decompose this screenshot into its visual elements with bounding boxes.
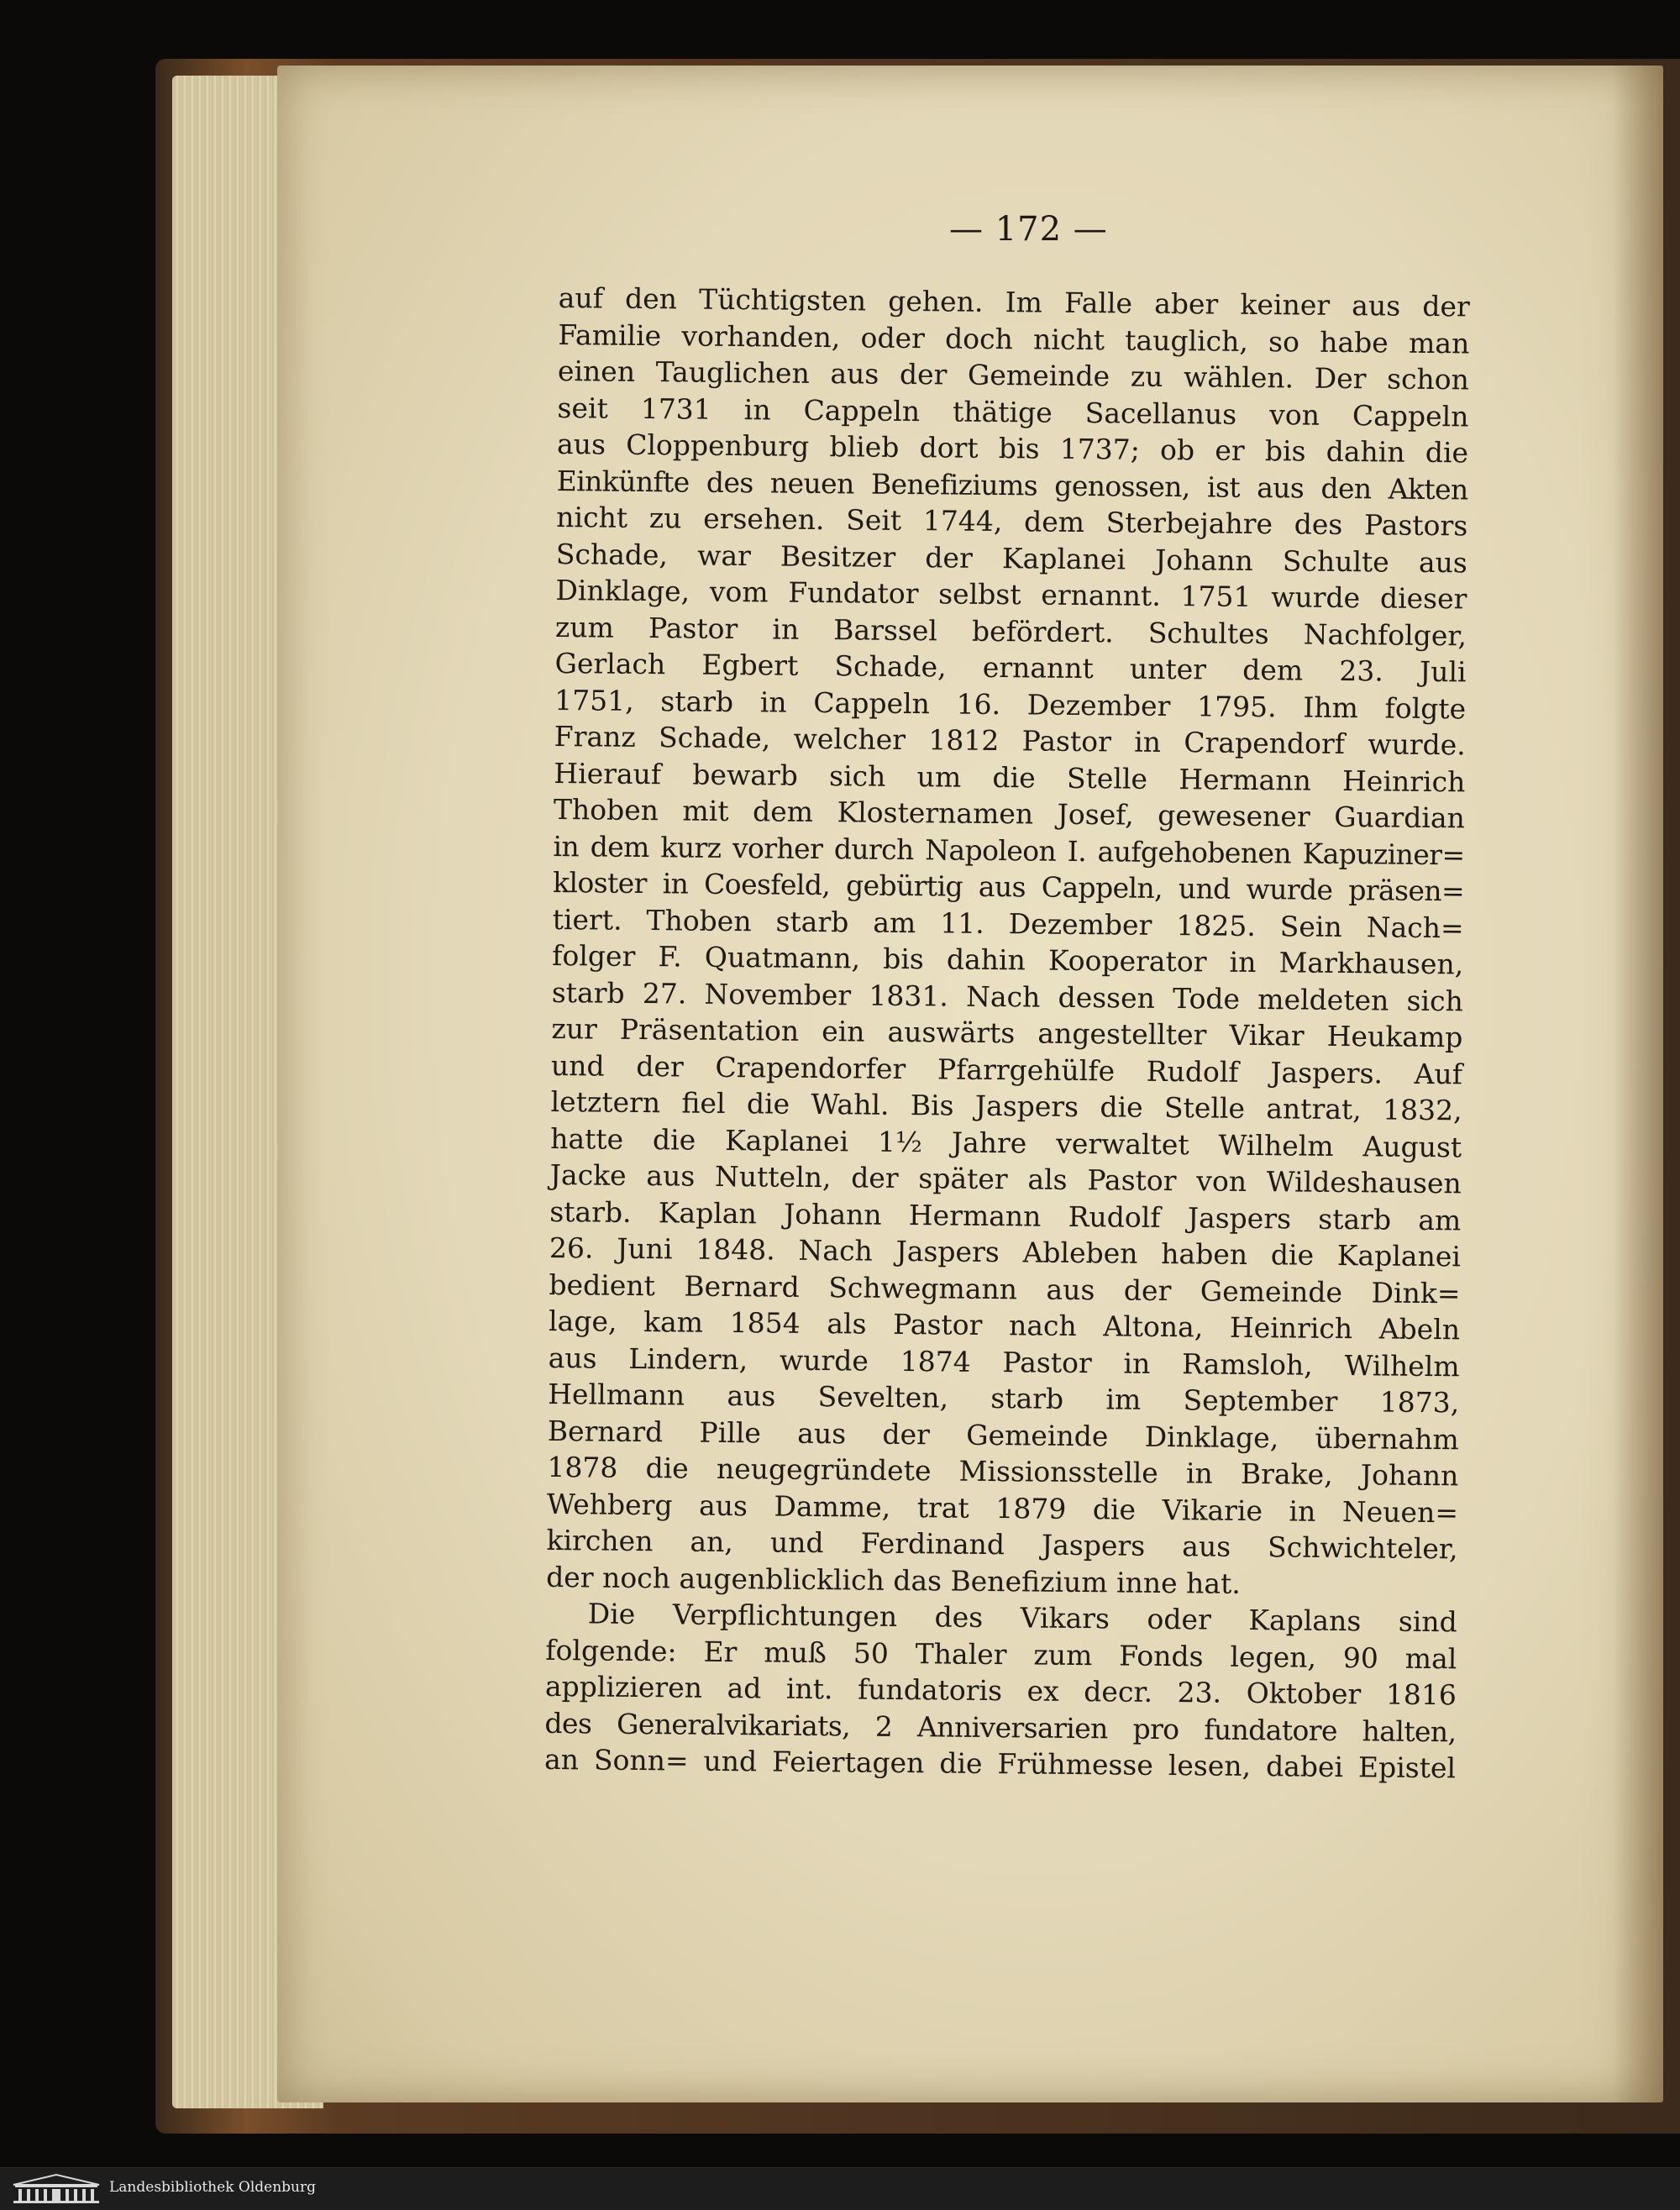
text-line: starb. Kaplan Johann Hermann Rudolf Jaspers starb am <box>549 1194 1462 1236</box>
page-text <box>544 280 1470 1787</box>
text-line: Einkünfte des neuen Benefiziums genossen, ist aus den Akten <box>556 464 1468 506</box>
text-line: seit 1731 in Cappeln thätige Sacellanus von Cappeln <box>557 391 1469 433</box>
text-line: Thoben mit dem Klosternamen Josef, gewesener Guardian <box>553 792 1466 835</box>
text-line: letztern fiel die Wahl. Bis Jaspers die Stelle antrat, 1832, <box>550 1084 1462 1127</box>
text-line: Franz Schade, welcher 1812 Pastor in Crapendorf wurde. <box>554 719 1466 762</box>
text-line: applizieren ad int. fundatoris ex decr. 23. Oktober 1816 <box>544 1669 1457 1712</box>
text-line: auf den Tüchtigsten gehen. Im Falle aber keiner aus der <box>558 281 1470 323</box>
text-line: Gerlach Egbert Schade, ernannt unter dem 23. Juli <box>554 646 1467 689</box>
library-name: Landesbibliothek Oldenburg <box>109 2179 317 2196</box>
text-line: an Sonn= und Feiertagen die Frühmesse lesen, dabei Epistel <box>543 1742 1457 1785</box>
text-line: aus Lindern, wurde 1874 Pastor in Ramsloh, Wilhelm <box>548 1341 1460 1383</box>
text-line: nicht zu ersehen. Seit 1744, dem Sterbejahre des Pastors <box>556 500 1468 543</box>
text-line: 1878 die neugegründete Missionsstelle in Brake, Johann <box>547 1450 1459 1493</box>
text-line: der noch augenblicklich das Benefizium inne hat. <box>545 1560 1242 1600</box>
text-line: folgende: Er muß 50 Thaler zum Fonds legen, 90 mal <box>545 1633 1457 1675</box>
text-line: zur Präsentation ein auswärts angestellter Vikar Heukamp <box>551 1011 1463 1054</box>
viewer-footer <box>0 2167 1680 2210</box>
page-gutter-shadow <box>1613 66 1663 2102</box>
text-line: Schade, war Besitzer der Kaplanei Johann Schulte aus <box>555 537 1468 579</box>
text-line: zum Pastor in Barssel befördert. Schultes Nachfolger, <box>554 610 1467 652</box>
text-line: folger F. Quatmann, bis dahin Kooperator in Markhausen, <box>552 938 1464 981</box>
text-line: Familie vorhanden, oder doch nicht tauglich, so habe man <box>558 318 1470 360</box>
text-line: hatte die Kaplanei 1½ Jahre verwaltet Wilhelm August <box>550 1121 1462 1163</box>
page-number: — 172 — <box>949 210 1108 249</box>
library-building-icon <box>10 2173 102 2205</box>
text-line: und der Crapendorfer Pfarrgehülfe Rudolf Jaspers. Auf <box>550 1048 1463 1090</box>
text-line: in dem kurz vorher durch Napoleon I. aufgehobenen Kapuziner= <box>553 829 1465 871</box>
text-line: Bernard Pille aus der Gemeinde Dinklage, übernahm <box>547 1414 1459 1456</box>
text-line: Jacke aus Nutteln, der später als Pastor von Wildeshausen <box>549 1157 1462 1200</box>
text-line: des Generalvikariats, 2 Anniversarien pro fundatore halten, <box>544 1706 1457 1748</box>
text-line: kloster in Coesfeld, gebürtig aus Cappeln, und wurde präsen= <box>552 865 1465 908</box>
text-line: starb 27. November 1831. Nach dessen Tode meldeten sich <box>551 975 1463 1017</box>
text-line: 1751, starb in Cappeln 16. Dezember 1795. Ihm folgte <box>554 683 1467 725</box>
text-line: Hierauf bewarb sich um die Stelle Hermann Heinrich <box>554 756 1466 798</box>
text-line: einen Tauglichen aus der Gemeinde zu wählen. Der schon <box>557 354 1470 396</box>
text-line: Hellmann aus Sevelten, starb im September 1873, <box>548 1377 1460 1420</box>
text-line: 26. Juni 1848. Nach Jaspers Ableben haben die Kaplanei <box>549 1231 1462 1273</box>
text-line: lage, kam 1854 als Pastor nach Altona, Heinrich Abeln <box>548 1304 1461 1346</box>
text-line: aus Cloppenburg blieb dort bis 1737; ob er bis dahin die <box>556 427 1469 470</box>
text-line: Die Verpflichtungen des Vikars oder Kaplans sind <box>587 1597 1457 1639</box>
text-line: kirchen an, und Ferdinand Jaspers aus Schwichteler, <box>546 1523 1458 1566</box>
text-line: Wehberg aus Damme, trat 1879 die Vikarie in Neuen= <box>546 1487 1459 1529</box>
text-line: bedient Bernard Schwegmann aus der Gemeinde Dink= <box>549 1268 1461 1310</box>
text-line: Dinklage, vom Fundator selbst ernannt. 1751 wurde dieser <box>555 573 1467 616</box>
text-line: tiert. Thoben starb am 11. Dezember 1825. Sein Nach= <box>552 902 1464 944</box>
